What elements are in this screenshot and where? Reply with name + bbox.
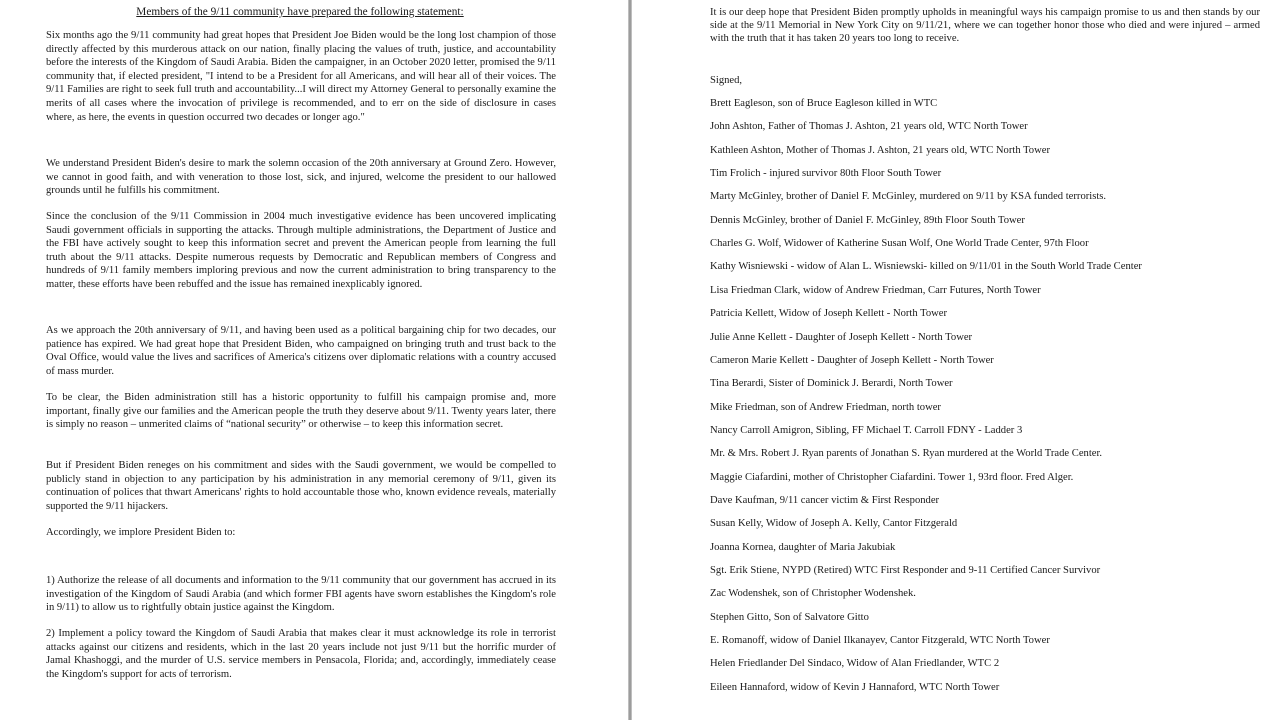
paragraph-historic-opportunity: To be clear, the Biden administration still has a historic opportunity to fulfill his campaign promise and, more important, finally give our families and the American people the truth they deserve about 9/11. Twenty years later, there is simply no reason – unmerited claims of “national security” or otherwise – to keep this information secret. (46, 392, 556, 431)
paragraph-patience-expired: As we approach the 20th anniversary of 9/11, and having been used as a political bargaining chip for two decades, our patience has expired. We had great hope that President Biden, who campaigned on bringing truth and trust back to the Oval Office, would value the lives and sacrifices of America's citizens over diplomatic relations with a country accused of mass murder. (46, 325, 556, 377)
signatory-line: Tim Frolich - injured survivor 80th Floor South Tower (710, 168, 942, 180)
signatory-line: Zac Wodenshek, son of Christopher Wodenshek. (710, 588, 916, 600)
signatory-line: Mike Friedman, son of Andrew Friedman, north tower (710, 401, 941, 413)
signatory-line: Kathy Wisniewski - widow of Alan L. Wisniewski- killed on 9/11/01 in the South World Trade Center (710, 261, 1142, 273)
paragraph-investigative-evidence: Since the conclusion of the 9/11 Commission in 2004 much investigative evidence has been uncovered implicating Saudi government officials in supporting the attacks. Through multiple administrations, the Department of Justice and the FBI have actively sought to keep this information secret and prevent the American people from learning the full truth about the 9/11 attacks. Despite numerous requests by Democratic and Republican members of Congress and hundreds of 9/11 family members imploring previous and now the current administration to bring transparency to the matter, these efforts have been rebuffed and the issue has remained inexplicably ignored. (46, 211, 556, 290)
signatory-line: Sgt. Erik Stiene, NYPD (Retired) WTC First Responder and 9-11 Certified Cancer Survivor (710, 565, 1101, 576)
signatory-line: Susan Kelly, Widow of Joseph A. Kelly, Cantor Fitzgerald (710, 518, 958, 530)
signatory-line: Dave Kaufman, 9/11 cancer victim & First Responder (710, 494, 940, 506)
signatory-line: Joanna Kornea, daughter of Maria Jakubiak (710, 541, 896, 553)
signatory-line: Tina Berardi, Sister of Dominick J. Berardi, North Tower (710, 378, 953, 390)
signatory-line: Patricia Kellett, Widow of Joseph Kellett - North Tower (710, 308, 948, 320)
signatory-line: John Ashton, Father of Thomas J. Ashton, 21 years old, WTC North Tower (710, 121, 1028, 133)
statement-heading: Members of the 9/11 community have prepared the following statement: (136, 6, 464, 18)
signatory-line: Julie Anne Kellett - Daughter of Joseph Kellett - North Tower (710, 331, 973, 343)
signatory-line: Mr. & Mrs. Robert J. Ryan parents of Jonathan S. Ryan murdered at the World Trade Center. (710, 448, 1103, 460)
left-page (0, 0, 628, 720)
signatory-line: Maggie Ciafardini, mother of Christopher Ciafardini. Tower 1, 93rd floor. Fred Alger. (710, 471, 1074, 483)
signatory-line: Cameron Marie Kellett - Daughter of Joseph Kellett - North Tower (710, 354, 994, 366)
signatory-line: Stephen Gitto, Son of Salvatore Gitto (710, 611, 869, 623)
paragraph-implore: Accordingly, we implore President Biden to: (46, 527, 236, 538)
signatory-line: Dennis McGinley, brother of Daniel F. McGinley, 89th Floor South Tower (710, 214, 1025, 226)
closing-paragraph: It is our deep hope that President Biden promptly upholds in meaningful ways his campaign promise to us and then stands by our side at the 9/11 Memorial in New York City on 9/11/21, where we can together honor those who died and were injured – armed with the truth that it has taken 20 years too long to receive. (710, 7, 1260, 44)
demand-item-1: 1) Authorize the release of all documents and information to the 9/11 community that our government has accrued in its investigation of the Kingdom of Saudi Arabia (and which former FBI agents have sworn establishes the Kingdom's role in 9/11) to allow us to rightfully obtain justice against the Kingdom. (46, 575, 556, 614)
signatory-line: Marty McGinley, brother of Daniel F. McGinley, murdered on 9/11 by KSA funded terrorists. (710, 191, 1107, 203)
paragraph-ground-zero: We understand President Biden's desire to mark the solemn occasion of the 20th anniversary at Ground Zero. However, we cannot in good faith, and with veneration to those lost, sick, and injured, welcome the president to our hallowed grounds until he fulfills his commitment. (46, 158, 556, 197)
signatory-line: Lisa Friedman Clark, widow of Andrew Friedman, Carr Futures, North Tower (710, 284, 1041, 296)
signatory-line: Nancy Carroll Amigron, Sibling, FF Michael T. Carroll FDNY - Ladder 3 (710, 424, 1023, 436)
paragraph-campaign-promise: Six months ago the 9/11 community had great hopes that President Joe Biden would be the long lost champion of those directly affected by this murderous attack on our nation, finally placing the values of truth, justice, and accountability before the interests of the Kingdom of Saudi Arabia. Biden the campaigner, in an October 2020 letter, promised the 9/11 community that, if elected president, "I intend to be a President for all Americans, and will hear all of their voices. The 9/11 Families are right to seek full truth and accountability...I will direct my Attorney General to personally examine the merits of all cases where the invocation of privilege is recommended, and to err on the side of disclosure in cases where, as here, the events in question occurred two decades or longer ago." (46, 30, 556, 123)
signatory-line: Eileen Hannaford, widow of Kevin J Hannaford, WTC North Tower (710, 681, 1000, 693)
signatory-line: Brett Eagleson, son of Bruce Eagleson killed in WTC (710, 98, 938, 109)
signatory-line: Helen Friedlander Del Sindaco, Widow of Alan Friedlander, WTC 2 (710, 658, 1000, 670)
signatory-line: Charles G. Wolf, Widower of Katherine Susan Wolf, One World Trade Center, 97th Floor (710, 238, 1089, 250)
demand-item-2: 2) Implement a policy toward the Kingdom of Saudi Arabia that makes clear it must acknowledge its role in terrorist attacks against our citizens and residents, which in the last 20 years include not just 9/11 but the horrific murder of Jamal Khashoggi, and the murder of U.S. service members in Pensacola, Florida; and, accordingly, immediately cease the Kingdom's support for acts of terrorism. (46, 628, 556, 680)
right-page (632, 0, 1280, 720)
signed-label: Signed, (710, 75, 743, 86)
signatory-line: Kathleen Ashton, Mother of Thomas J. Ashton, 21 years old, WTC North Tower (710, 144, 1050, 156)
paragraph-reneges: But if President Biden reneges on his commitment and sides with the Saudi government, we would be compelled to publicly stand in objection to any participation by his administration in any memorial ceremony of 9/11, given its continuation of polices that thwart Americans' rights to hold accountable those who, known evidence reveals, materially supported the 9/11 hijackers. (46, 460, 556, 512)
signatory-line: E. Romanoff, widow of Daniel Ilkanayev, Cantor Fitzgerald, WTC North Tower (710, 635, 1050, 647)
